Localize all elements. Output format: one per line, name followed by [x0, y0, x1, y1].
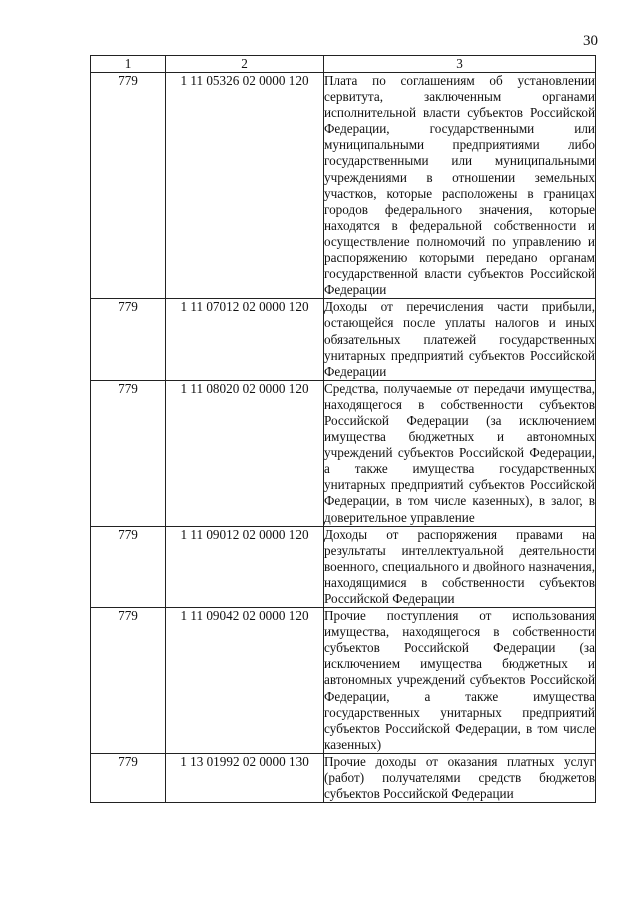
table-row — [91, 608, 596, 754]
budget-code-cell: 1 11 05326 02 0000 120 — [166, 73, 324, 299]
budget-code-cell: 1 11 09042 02 0000 120 — [166, 608, 324, 754]
table-row — [91, 380, 596, 526]
table-row — [91, 73, 596, 299]
column-header-code: 2 — [166, 56, 324, 73]
budget-code-cell: 1 11 09012 02 0000 120 — [166, 526, 324, 607]
budget-code-cell: 1 11 08020 02 0000 120 — [166, 380, 324, 526]
table-row — [91, 526, 596, 607]
income-description-cell: Доходы от распоряжения правами на результаты интеллектуальной деятельности военного, специального и двойного назначения, находящимися в собственности субъектов Российской Федерации — [324, 526, 595, 606]
admin-code-cell: 779 — [91, 73, 166, 299]
table-row — [91, 753, 596, 802]
table-header-row — [91, 56, 596, 73]
income-description-cell: Прочие поступления от использования имущества, находящегося в собственности субъектов Российской Федерации (за исключением имущества бюджетных и автономных учреждений субъектов Российской Федерации, а также имущества государственных унитарных предприятий субъектов Российской Федерации, в том числе казенных) — [324, 608, 595, 752]
admin-code-cell: 779 — [91, 526, 166, 607]
income-description-cell: Прочие доходы от оказания платных услуг (работ) получателями средств бюджетов субъектов Российской Федерации — [324, 753, 595, 802]
budget-code-cell: 1 13 01992 02 0000 130 — [166, 753, 324, 802]
table-row — [91, 299, 596, 380]
page-number: 30 — [583, 33, 598, 49]
budget-income-table — [90, 55, 596, 803]
column-header-admin: 1 — [91, 56, 166, 73]
admin-code-cell: 779 — [91, 299, 166, 380]
income-description-cell: Доходы от перечисления части прибыли, остающейся после уплаты налогов и иных обязательных платежей государственных унитарных предприятий субъектов Российской Федерации — [324, 299, 595, 379]
income-description-cell: Плата по соглашениям об установлении сервитута, заключенным органами исполнительной власти субъектов Российской Федерации, государственными или муниципальными предприятиями либо государственными или муниципальными учреждениями в отношении земельных участков, которые расположены в границах городов федерального значения, которые находятся в федеральной собственности и осуществление полномочий по управлению и распоряжению которыми передано органам государственной власти субъектов Российской Федерации — [324, 73, 595, 298]
column-header-description: 3 — [324, 56, 596, 73]
admin-code-cell: 779 — [91, 608, 166, 754]
income-description-cell: Средства, получаемые от передачи имущества, находящегося в собственности субъектов Российской Федерации (за исключением имущества бюджетных и автономных учреждений субъектов Российской Федерации, а также имущества государственных унитарных предприятий субъектов Российской Федерации, в том числе казенных), в залог, в доверительное управление — [324, 380, 595, 525]
admin-code-cell: 779 — [91, 380, 166, 526]
budget-code-cell: 1 11 07012 02 0000 120 — [166, 299, 324, 380]
admin-code-cell: 779 — [91, 753, 166, 802]
